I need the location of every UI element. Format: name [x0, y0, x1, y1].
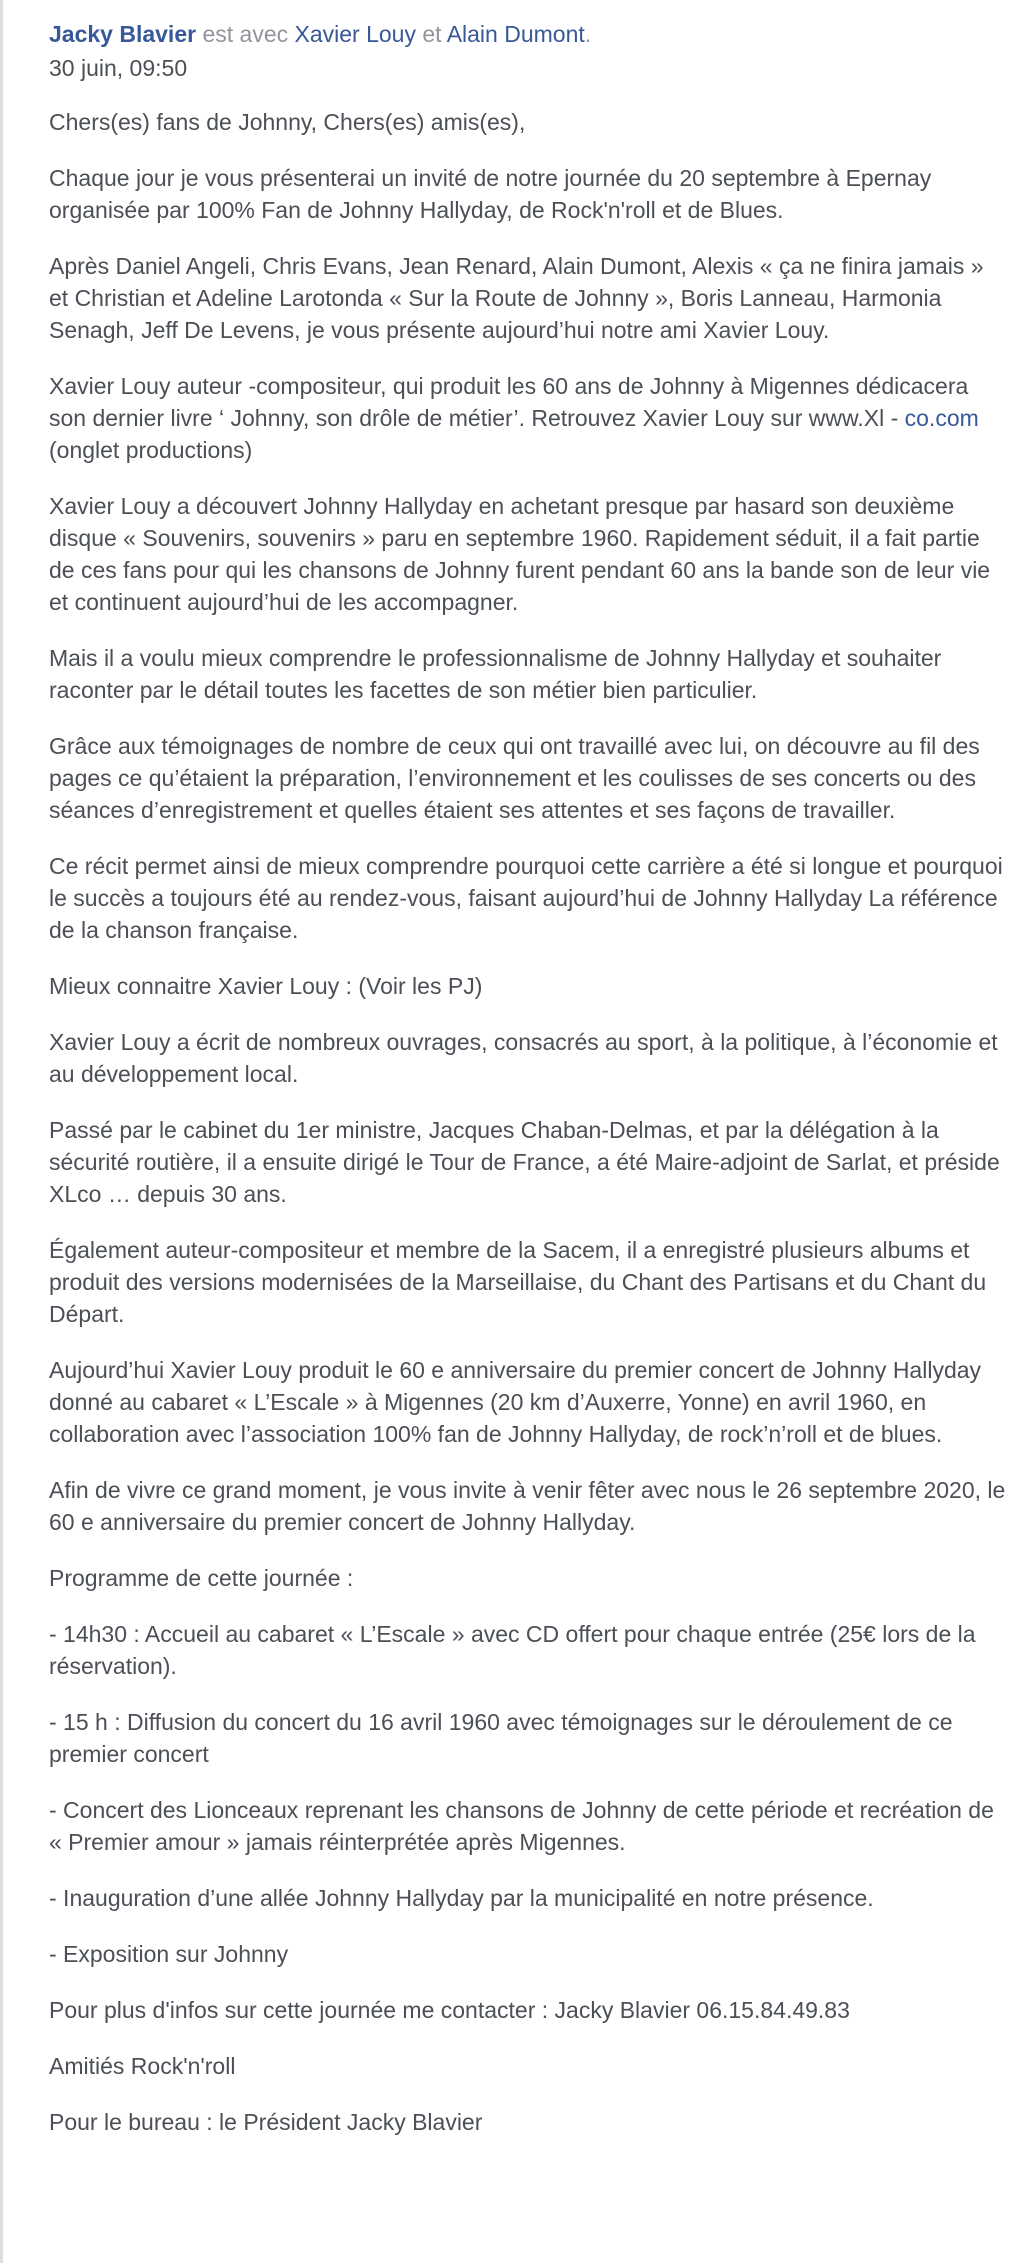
- paragraph: Chaque jour je vous présenterai un invité de notre journée du 20 septembre à Epernay organisée par 100% Fan de Johnny Hallyday, de Rock'n'roll et de Blues.: [49, 165, 932, 223]
- tagged-user-1[interactable]: Xavier Louy: [294, 21, 416, 47]
- paragraph: Également auteur-compositeur et membre de la Sacem, il a enregistré plusieurs albums et produit des versions modernisées de la Marseillaise, du Chant des Partisans et du Chant du Départ.: [49, 1237, 987, 1327]
- paragraph: Aujourd’hui Xavier Louy produit le 60 e anniversaire du premier concert de Johnny Hallyday donné au cabaret « L’Escale » à Migennes (20 km d’Auxerre, Yonne) en avril 1960, en collaboration avec l’association 100% fan de Johnny Hallyday, de rock’n’roll et de blues.: [49, 1357, 982, 1447]
- paragraph-text: Xavier Louy auteur -compositeur, qui produit les 60 ans de Johnny à Migennes dédicacera son dernier livre ‘ Johnny, son drôle de métier’. Retrouvez Xavier Louy sur www.Xl -: [49, 373, 969, 431]
- with-text: est avec: [202, 21, 289, 47]
- post-timestamp[interactable]: 30 juin, 09:50: [49, 55, 188, 81]
- header-period: .: [584, 21, 592, 47]
- paragraph: Pour plus d'infos sur cette journée me contacter : Jacky Blavier 06.15.84.49.83: [49, 1997, 850, 2023]
- paragraph: - Exposition sur Johnny: [49, 1941, 289, 1967]
- paragraph: Pour le bureau : le Président Jacky Blavier: [49, 2109, 483, 2135]
- paragraph: Mais il a voulu mieux comprendre le professionnalisme de Johnny Hallyday et souhaiter raconter par le détail toutes les facettes de son métier bien particulier.: [49, 645, 942, 703]
- paragraph: Afin de vivre ce grand moment, je vous invite à venir fêter avec nous le 26 septembre 2020, le 60 e anniversaire du premier concert de Johnny Hallyday.: [49, 1477, 1006, 1535]
- paragraph: Xavier Louy a écrit de nombreux ouvrages, consacrés au sport, à la politique, à l’économie et au développement local.: [49, 1029, 998, 1087]
- paragraph: Chers(es) fans de Johnny, Chers(es) amis(es),: [49, 109, 526, 135]
- paragraph: - Inauguration d’une allée Johnny Hallyday par la municipalité en notre présence.: [49, 1885, 874, 1911]
- paragraph: Grâce aux témoignages de nombre de ceux qui ont travaillé avec lui, on découvre au fil des pages ce qu’étaient la préparation, l’environnement et les coulisses de ses concerts ou des séances d’enregistrement et quelles étaient ses attentes et ses façons de travailler.: [49, 733, 980, 823]
- paragraph: - 15 h : Diffusion du concert du 16 avril 1960 avec témoignages sur le déroulement de ce premier concert: [49, 1709, 953, 1767]
- paragraph: Xavier Louy a découvert Johnny Hallyday en achetant presque par hasard son deuxième disque « Souvenirs, souvenirs » paru en septembre 1960. Rapidement séduit, il a fait partie de ces fans pour qui les chansons de Johnny furent pendant 60 ans la bande son de leur vie et continuent aujourd’hui de les accompagner.: [49, 493, 991, 615]
- and-text: et: [422, 21, 442, 47]
- paragraph-with-link: [49, 370, 1008, 466]
- paragraph: Programme de cette journée :: [49, 1565, 354, 1591]
- paragraph: - Concert des Lionceaux reprenant les chansons de Johnny de cette période et recréation de « Premier amour » jamais réinterprétée après Migennes.: [49, 1797, 994, 1855]
- post-body: [49, 106, 1008, 2138]
- author-link[interactable]: Jacky Blavier: [49, 21, 197, 47]
- paragraph: Après Daniel Angeli, Chris Evans, Jean Renard, Alain Dumont, Alexis « ça ne finira jamais » et Christian et Adeline Larotonda « Sur la Route de Johnny », Boris Lanneau, Harmonia Senagh, Jeff De Levens, je vous présente aujourd’hui notre ami Xavier Louy.: [49, 253, 984, 343]
- paragraph: Ce récit permet ainsi de mieux comprendre pourquoi cette carrière a été si longue et pourquoi le succès a toujours été au rendez-vous, faisant aujourd’hui de Johnny Hallyday La référence de la chanson française.: [49, 853, 1003, 943]
- tagged-user-2[interactable]: Alain Dumont: [446, 21, 585, 47]
- paragraph-text: (onglet productions): [49, 437, 253, 463]
- paragraph: Mieux connaitre Xavier Louy : (Voir les PJ): [49, 973, 483, 999]
- paragraph: Amitiés Rock'n'roll: [49, 2053, 236, 2079]
- website-link[interactable]: co.com: [904, 405, 979, 431]
- paragraph: Passé par le cabinet du 1er ministre, Jacques Chaban-Delmas, et par la délégation à la sécurité routière, il a ensuite dirigé le Tour de France, a été Maire-adjoint de Sarlat, et préside XLco … depuis 30 ans.: [49, 1117, 1000, 1207]
- paragraph: - 14h30 : Accueil au cabaret « L’Escale » avec CD offert pour chaque entrée (25€ lors de la réservation).: [49, 1621, 976, 1679]
- post-header: [49, 18, 1008, 50]
